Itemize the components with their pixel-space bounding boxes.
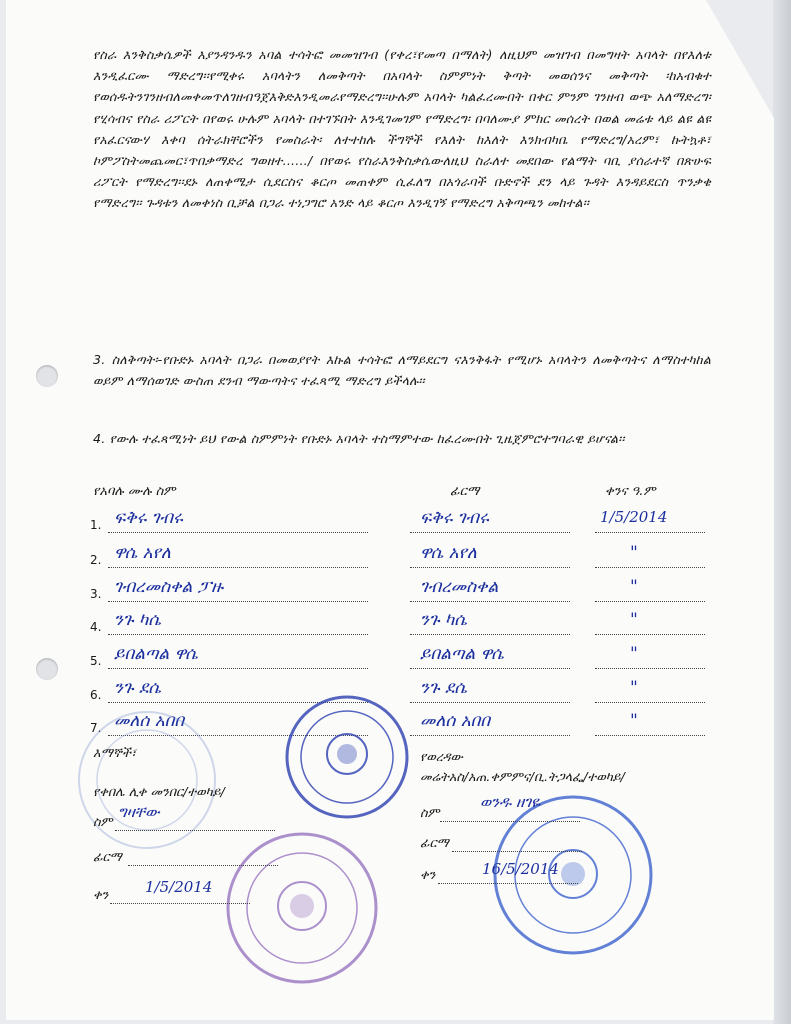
paragraph-intro: የስራ እንቅስቃሴዎች እያንዳንዱን አባል ተሳትፎ መመዝገብ (የቀረ፣የመጣ በማለት) ለዚህም መዝገብ በመግዛት አባላት በየእለቱ እንዲፈርሙ ማድረግ፡፡የሚቀሩ አባላትን ለመቅጣት በአባላት ስምምነት ቅጣት መወሰንና መቅጣት ፡ከአብቁተ የወሰዱትንገንዘብለመቀመጥለገዘብዓጀእቅድእንዲመራየማድረግ፡፡ሁሉም አባላት ካልፈረሙበት በቀር ምንም ገንዘብ ወጭ አለማድረግ፡ የሂሳብና የስራ ሪፖርት በየወሩ ሁሉም አባላት በተገኙበት እንዲገመገም የማድረግ፡ በባለሙያ ምክር መሰረት በወል መሬቱ ላይ ልዩ ልዩ የአፈርናውሃ እቀባ ሰትራክቸሮችን የመስራት፡ ለተተከሉ ችግኞች የእለት ከእለት እንክብካቤ የማድረግ/አረም፣ ኩትኳቶ፣ ኮምፖስትመጨመር፣ጥበቃማድረ ግወዘተ....../ በየወሩ የስራእንቅስቃሴውለዚህ ስራለተ መደበው የልማት ባቢ ያሰራተኛ በጽሁፍ ሪፖርት የማድረግ፡፡ደኑ ለጠቀሜታ ሲደርስና ቆርጦ መጠቀም ሲፈለግ በአጎራባች ቡድኖች ደን ላይ ጉዳት እንዳይደርስ ጥንቃቄ የማድረግ፡፡ ጉዳቱን ለመቀነስ ቢቻል በጋራ ተነጋግሮ አንድ ላይ ቆርጦ እንዲገኝ የማድረግ አቅጣጫን መከተል፡፡ [93,47,711,211]
member-date: " [630,543,638,563]
signature-label: ፊርማ [420,836,449,851]
dotted-line [595,634,705,635]
member-name: ዋሴ አየለ [114,543,171,563]
member-name: ይበልጣል ዋሴ [114,644,198,664]
member-row [90,577,710,607]
receiver-label: የቀበሌ ሊቀ መንበር/ተወካይ/ [93,785,225,800]
officer-date: 16/5/2014 [482,860,559,878]
official-stamp [72,705,222,855]
dotted-line [410,532,570,533]
signature-label: ፊርማ [93,850,122,865]
dotted-line [410,702,570,703]
row-number: 1. [90,518,102,532]
member-name: መለሰ አበበ [114,711,185,731]
dotted-line [110,903,250,904]
member-row [90,644,710,674]
name-label: ስም [420,806,440,821]
member-date: " [630,711,638,731]
row-number: 7. [90,721,102,735]
member-date: " [630,644,638,664]
receiver-name: ግዛቸው [118,803,160,821]
dotted-line [438,883,578,884]
member-signature: ገብረመስቀል [420,577,499,597]
dotted-line [595,702,705,703]
paragraph-4: 4. የውሉ ተፈጻሚነት ይህ የውል ስምምነት የቡድኑ አባላት ተስማምተው ከፈረሙበት ጊዜጀምሮተግባራዊ ይሆናል፡፡ [93,431,625,446]
dotted-line [595,735,705,736]
member-row [90,508,710,538]
witnesses-label: እማኞች፣ [93,746,137,761]
member-signature: ንጉ ካሴ [420,610,467,630]
member-date: 1/5/2014 [600,508,668,526]
date-label: ቀን [93,888,109,903]
paragraph-3: 3. ስለቅጣት፡-የቡድኑ አባላት በጋራ በመወያየት እኩል ተሳትፎ ለማይደርግ ናእንቅፋት የሚሆኑ አባላትን ለመቅጣትና ለማስተካከል ወይም ለማሰወገድ ውስጠ ደንብ ማውጣትና ተፈጻሚ ማድረግ ይችላሉ፡፡ [93,352,711,389]
member-name: ንጉ ካሴ [114,610,161,630]
member-signature: መለሰ አበበ [420,711,491,731]
dotted-line [440,821,580,822]
member-date: " [630,577,638,597]
member-name: ንጉ ደሴ [114,678,161,698]
row-number: 3. [90,587,102,601]
dotted-line [595,601,705,602]
header-name: የአባሉ ሙሉ ስም [93,484,176,499]
woreda-title: የወረዳው [420,750,463,765]
dotted-line [108,668,368,669]
official-stamp [222,828,382,988]
paper-edge [773,0,791,1024]
row-number: 5. [90,654,102,668]
row-number: 6. [90,688,102,702]
dotted-line [410,634,570,635]
punch-hole [36,658,58,680]
dotted-line [452,851,582,852]
dotted-line [410,735,570,736]
punch-hole [36,365,58,387]
dotted-line [128,865,278,866]
header-date: ቀንና ዓ.ም [605,484,656,499]
member-signature: ይበልጣል ዋሴ [420,644,504,664]
office-label: መሬትአስ/አጠ.ቀምምና/ቢ.ትጋላፌ/ተወካይ/ [420,770,625,785]
member-date: " [630,610,638,630]
member-signature: ፍቅሩ ገብሩ [420,508,489,528]
dotted-line [595,668,705,669]
member-signature: ንጉ ደሴ [420,678,467,698]
row-number: 2. [90,553,102,567]
officer-name: ወንዱ ዘገዬ [480,793,541,811]
date-label: ቀን [420,868,436,883]
member-date: " [630,678,638,698]
dotted-line [108,532,368,533]
dotted-line [108,601,368,602]
dotted-line [410,567,570,568]
dotted-line [108,634,368,635]
dotted-line [595,532,705,533]
dotted-line [410,668,570,669]
member-row [90,610,710,640]
official-stamp [282,692,412,822]
member-name: ገብረመስቀል ፓዙ [114,577,224,597]
name-label: ስም [93,815,113,830]
dotted-line [115,830,275,831]
dotted-line [410,601,570,602]
receiver-date: 1/5/2014 [145,878,213,896]
member-signature: ዋሴ አየለ [420,543,477,563]
dotted-line [108,567,368,568]
dotted-line [595,567,705,568]
header-signature: ፊርማ [450,484,480,499]
row-number: 4. [90,620,102,634]
member-row [90,543,710,573]
member-name: ፍቅሩ ገብሩ [114,508,183,528]
